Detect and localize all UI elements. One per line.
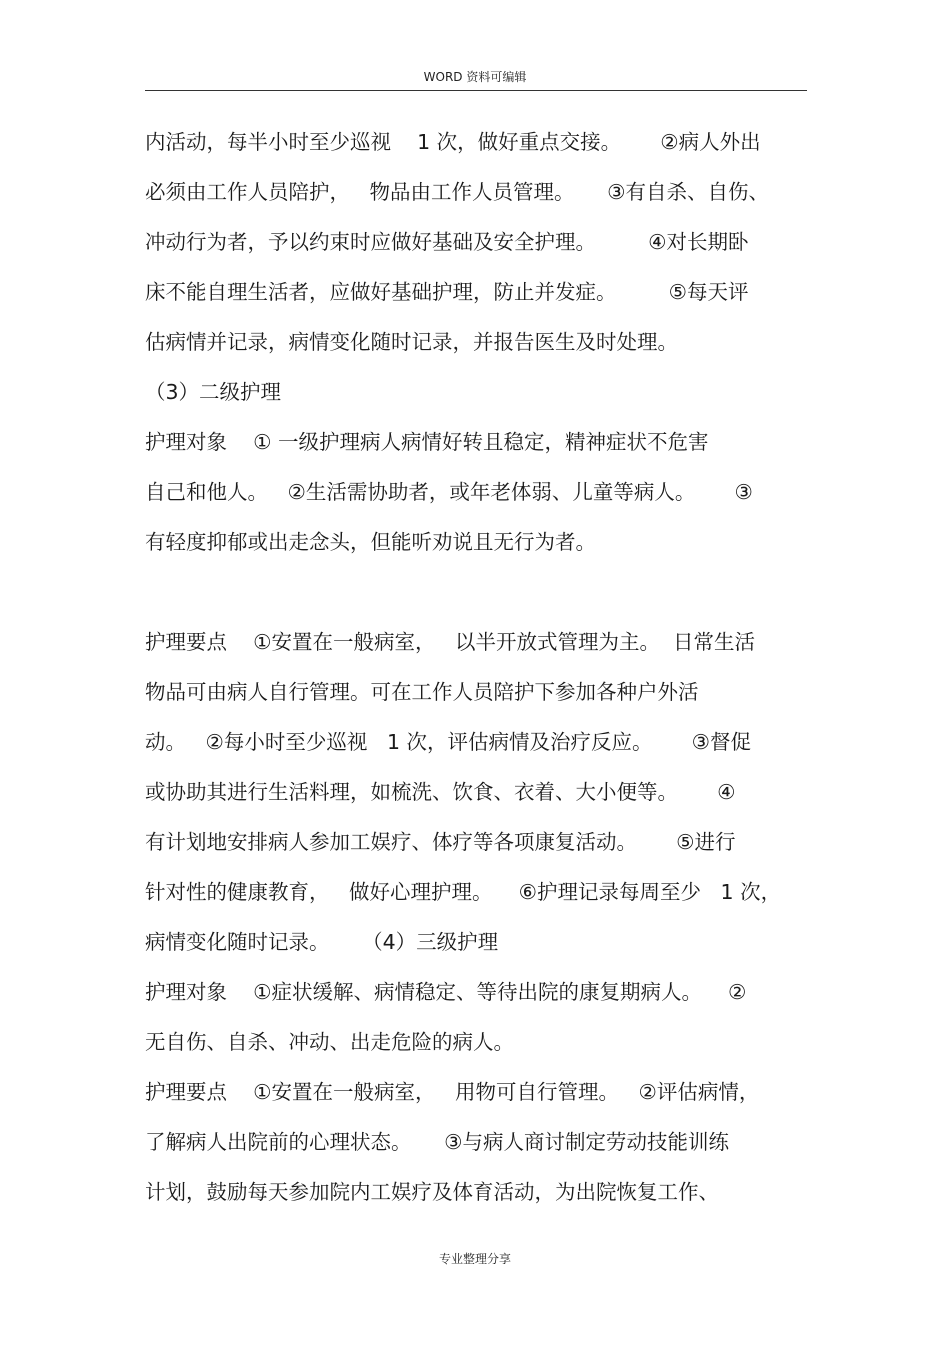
text-line: 了解病人出院前的心理状态。 ③与病人商讨制定劳动技能训练 [145,1130,729,1154]
text-line: 内活动，每半小时至少巡视 1 次，做好重点交接。 ②病人外出 [145,130,761,154]
page-footer: 专业整理分享 [438,1252,511,1266]
text-line: 护理对象 ① 一级护理病人病情好转且稳定，精神症状不危害 [145,430,709,454]
header-rule [145,90,807,91]
page-header: WORD 资料可编辑 [423,70,527,84]
text-line: 冲动行为者，予以约束时应做好基础及安全护理。 ④对长期卧 [145,230,749,254]
text-line: 自己和他人。 ②生活需协助者，或年老体弱、儿童等病人。 ③ [145,480,753,504]
text-line: 动。 ②每小时至少巡视 1 次，评估病情及治疗反应。 ③督促 [145,730,752,754]
text-line: 无自伤、自杀、冲动、出走危险的病人。 [145,1030,514,1054]
text-line: 有轻度抑郁或出走念头，但能听劝说且无行为者。 [145,530,596,554]
text-line: 病情变化随时记录。 （4）三级护理 [145,930,499,954]
text-line: 必须由工作人员陪护， 物品由工作人员管理。 ③有自杀、自伤、 [145,180,770,204]
text-line: 物品可由病人自行管理。可在工作人员陪护下参加各种户外活 [145,680,699,704]
text-line: 估病情并记录，病情变化随时记录，并报告医生及时处理。 [145,330,678,354]
text-line: 计划，鼓励每天参加院内工娱疗及体育活动，为出院恢复工作、 [145,1180,719,1204]
text-line: 护理要点 ①安置在一般病室， 以半开放式管理为主。 日常生活 [145,630,756,654]
text-line: 床不能自理生活者，应做好基础护理，防止并发症。 ⑤每天评 [145,280,749,304]
text-line: 或协助其进行生活料理，如梳洗、饮食、衣着、大小便等。 ④ [145,780,736,804]
section-heading: （3）二级护理 [145,380,282,404]
text-line: 护理对象 ①症状缓解、病情稳定、等待出院的康复期病人。 ② [145,980,747,1004]
text-line: 针对性的健康教育， 做好心理护理。 ⑥护理记录每周至少 1 次， [145,880,782,904]
text-line: 有计划地安排病人参加工娱疗、体疗等各项康复活动。 ⑤进行 [145,830,736,854]
text-line: 护理要点 ①安置在一般病室， 用物可自行管理。 ②评估病情， [145,1080,760,1104]
